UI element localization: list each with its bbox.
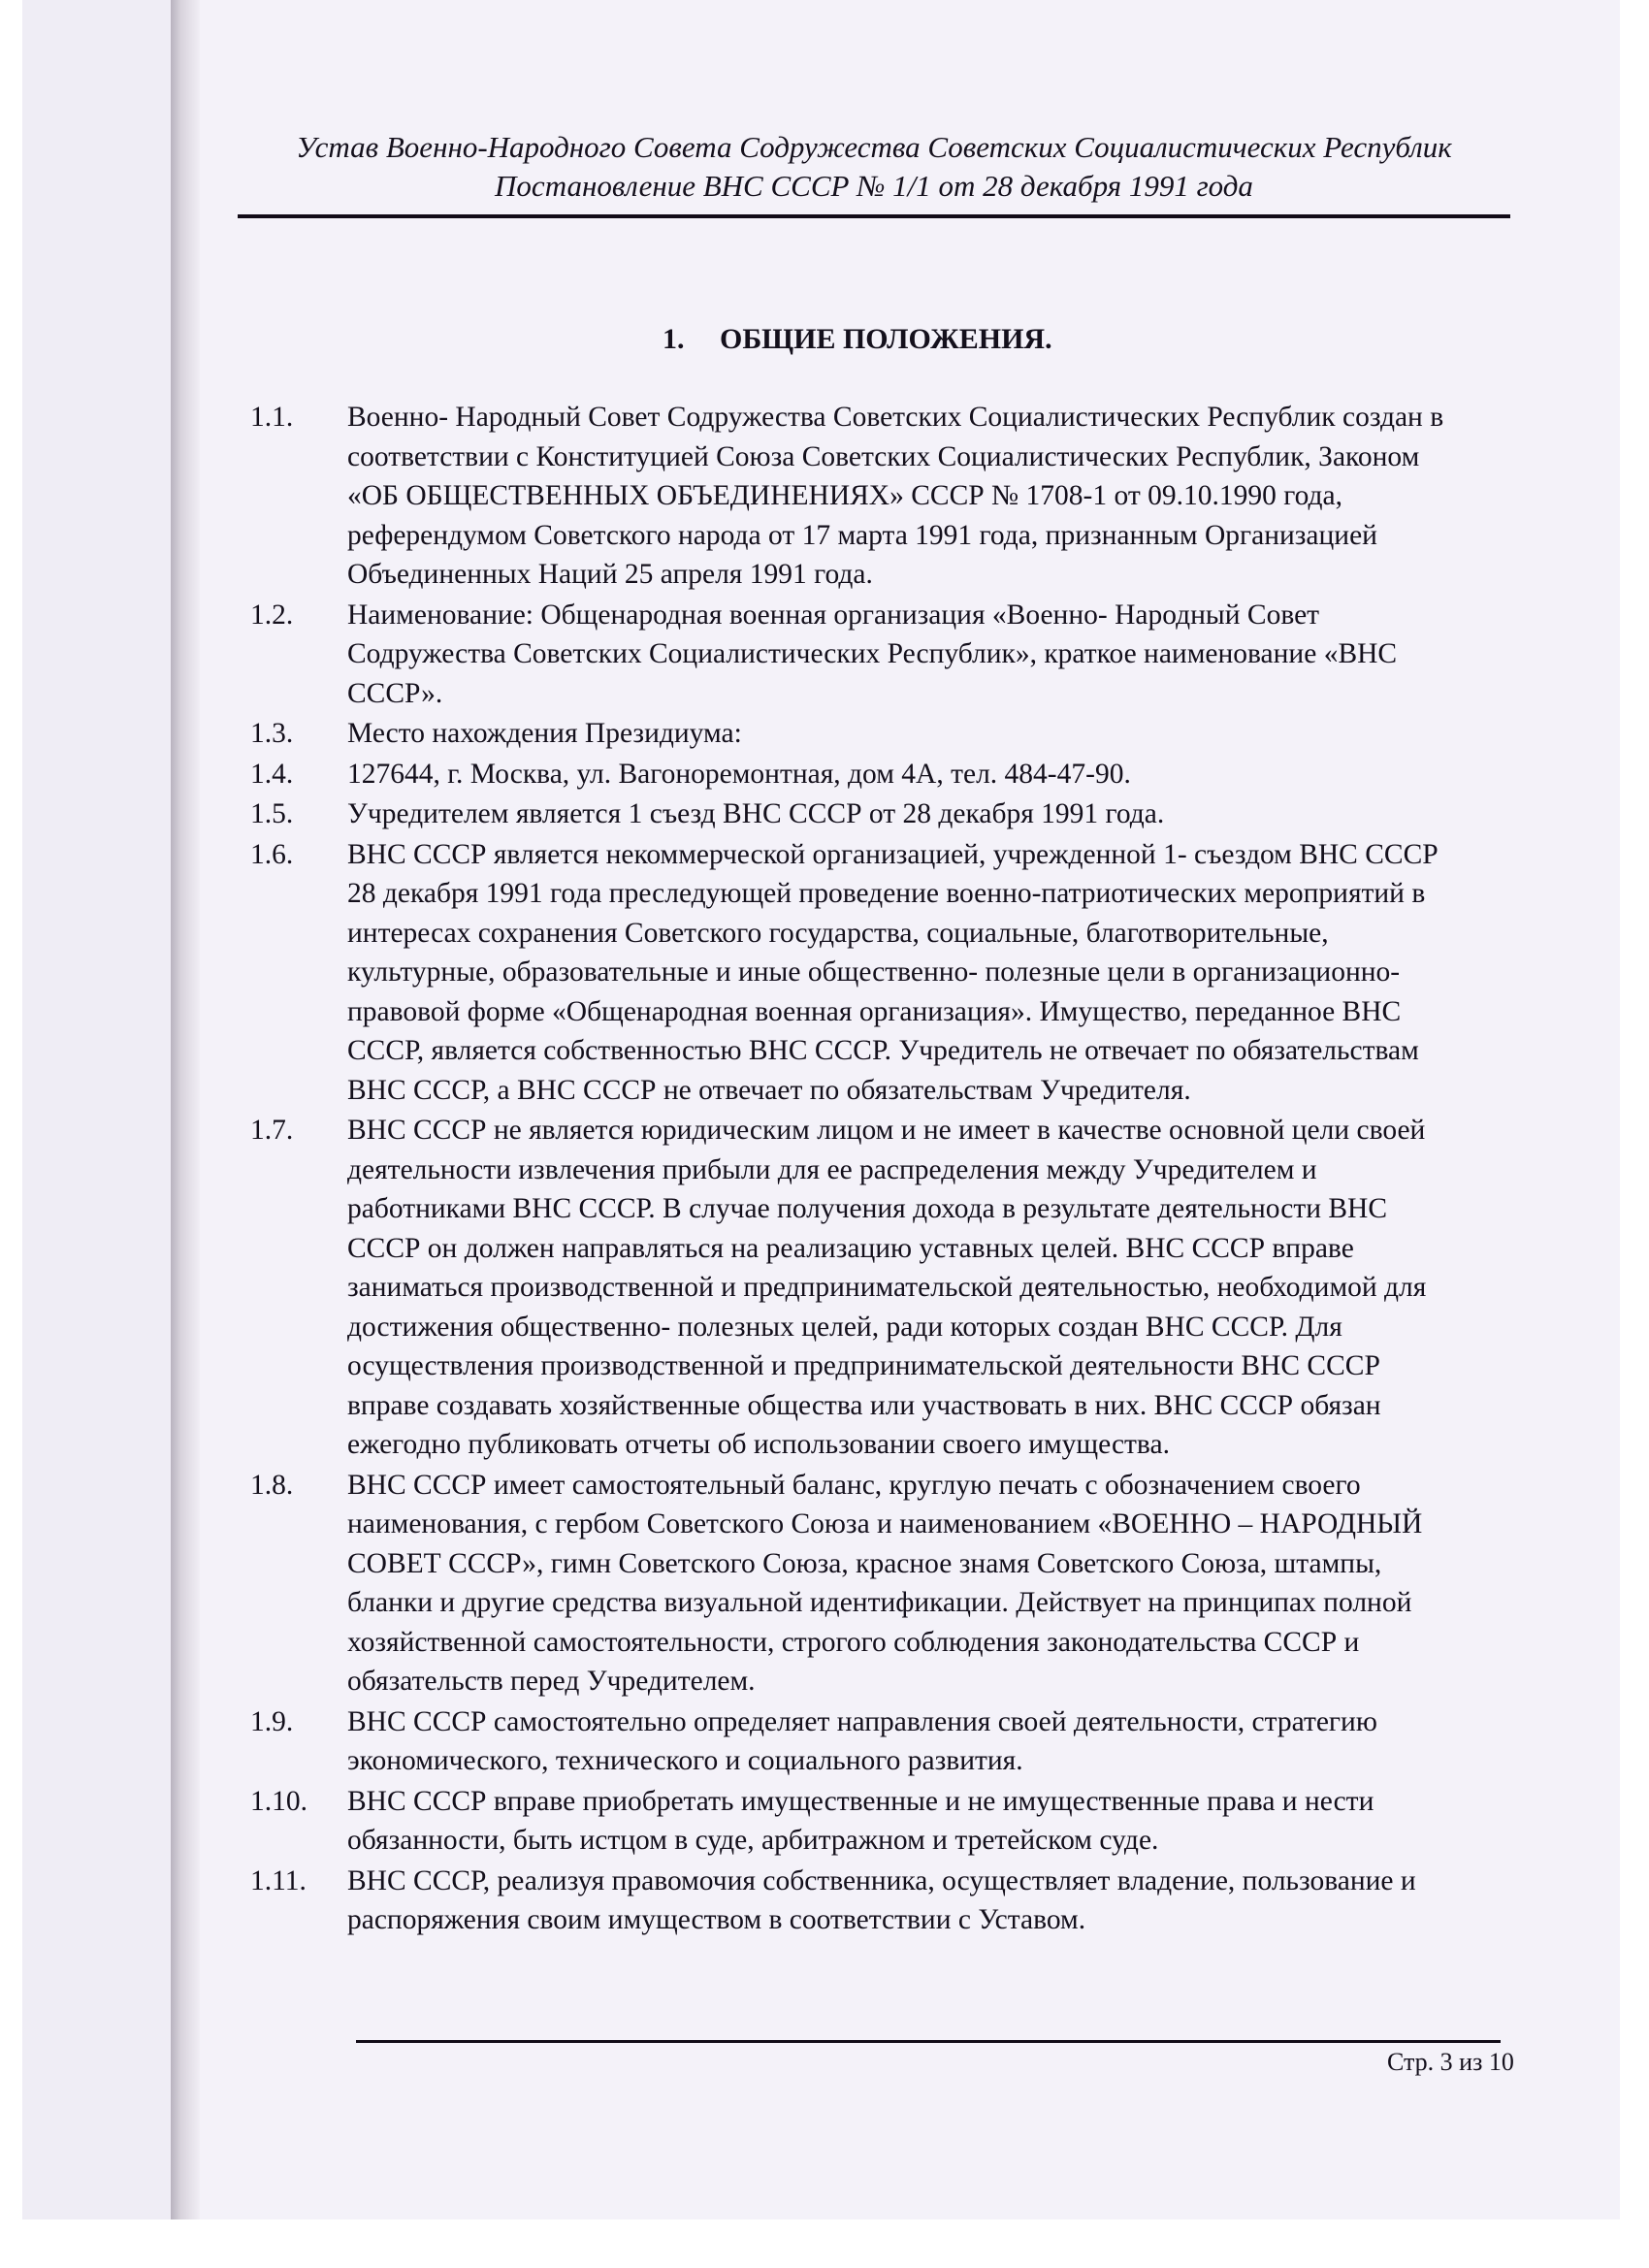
clause-line: экономического, технического и социального развития. — [347, 1745, 1023, 1776]
clause-text — [347, 1111, 1511, 1465]
clause-line: обязанности, быть истцом в суде, арбитражном и третейском суде. — [347, 1825, 1159, 1856]
clause-number: 1.6. — [250, 838, 294, 870]
clause-line: Объединенных Наций 25 апреля 1991 года. — [347, 559, 873, 590]
footer-rule — [356, 2040, 1501, 2043]
clause-line: заниматься производственной и предпринимательской деятельностью, необходимой для — [347, 1272, 1427, 1303]
clause-line: ежегодно публиковать отчеты об использовании своего имущества. — [347, 1429, 1170, 1460]
clause-line: 28 декабря 1991 года преследующей проведение военно-патриотических мероприятий в — [347, 878, 1426, 909]
clause-item — [250, 1466, 1511, 1701]
clause-text — [347, 714, 1511, 754]
adjacent-page-edge — [22, 0, 173, 2219]
clause-number: 1.7. — [250, 1115, 294, 1146]
clause-item — [250, 794, 1511, 834]
clause-line: Содружества Советских Социалистических Республик», краткое наименование «ВНС — [347, 638, 1398, 669]
clause-line: правовой форме «Общенародная военная организация». Имущество, переданное ВНС — [347, 995, 1402, 1027]
clause-line: вправе создавать хозяйственные общества или участвовать в них. ВНС СССР обязан — [347, 1389, 1381, 1421]
clause-line: референдумом Советского народа от 17 марта 1991 года, признанным Организацией — [347, 519, 1377, 551]
clause-line: работниками ВНС СССР. В случае получения дохода в результате деятельности ВНС — [347, 1193, 1388, 1224]
clause-number: 1.1. — [250, 402, 294, 433]
clause-line: осуществления производственной и предпринимательской деятельности ВНС СССР — [347, 1350, 1380, 1381]
clause-item — [250, 1782, 1511, 1861]
clause-line: СССР». — [347, 677, 443, 709]
clause-item — [250, 1862, 1511, 1940]
clause-line: ВНС СССР, а ВНС СССР не отвечает по обязательствам Учредителя. — [347, 1074, 1191, 1106]
clause-line: ВНС СССР, реализуя правомочия собственника, осуществляет владение, пользование и — [347, 1864, 1416, 1896]
clause-number: 1.8. — [250, 1469, 294, 1501]
clause-number: 1.10. — [250, 1785, 307, 1817]
clause-text — [347, 1782, 1511, 1861]
clause-line: ВНС СССР вправе приобретать имущественные и не имущественные права и нести — [347, 1785, 1374, 1817]
header-rule — [238, 214, 1510, 218]
section-heading — [663, 320, 1052, 359]
clause-line: СССР, является собственностью ВНС СССР. Учредитель не отвечает по обязательствам — [347, 1035, 1419, 1066]
header-title: Устав Военно-Народного Совета Содружества Советских Социалистических Республик — [296, 130, 1452, 164]
clause-line: культурные, образовательные и иные общественно- полезные цели в организационно- — [347, 956, 1401, 988]
clause-number: 1.11. — [250, 1864, 307, 1896]
clause-number: 1.5. — [250, 798, 294, 829]
clause-text — [347, 1466, 1511, 1701]
clause-item — [250, 596, 1511, 714]
clause-number: 1.9. — [250, 1705, 294, 1737]
clause-line: Наименование: Общенародная военная организация «Военно- Народный Совет — [347, 599, 1320, 631]
clause-line: интересах сохранения Советского государства, социальные, благотворительные, — [347, 917, 1329, 949]
header-subtitle: Постановление ВНС СССР № 1/1 от 28 декабря 1991 года — [495, 169, 1253, 203]
clause-text — [347, 835, 1511, 1111]
clause-text — [347, 398, 1511, 595]
clause-item — [250, 1111, 1511, 1465]
clause-line: Военно- Народный Совет Содружества Советских Социалистических Республик создан в — [347, 402, 1444, 433]
page-number: Стр. 3 из 10 — [1387, 2048, 1514, 2076]
clause-item — [250, 835, 1511, 1111]
clause-line: Место нахождения Президиума: — [347, 718, 742, 749]
clause-line: ВНС СССР не является юридическим лицом и не имеет в качестве основной цели своей — [347, 1115, 1426, 1146]
clause-text — [347, 1702, 1511, 1781]
clause-number: 1.3. — [250, 718, 294, 749]
clause-line: достижения общественно- полезных целей, ради которых создан ВНС СССР. Для — [347, 1311, 1342, 1343]
clause-list — [250, 398, 1511, 1941]
clause-item — [250, 1702, 1511, 1781]
clause-line: ВНС СССР является некоммерческой организацией, учрежденной 1- съездом ВНС СССР — [347, 838, 1439, 870]
clause-number: 1.2. — [250, 599, 294, 631]
clause-item — [250, 714, 1511, 754]
clause-line: соответствии с Конституцией Союза Советских Социалистических Республик, Законом — [347, 440, 1420, 472]
clause-line: ВНС СССР самостоятельно определяет направления своей деятельности, стратегию — [347, 1705, 1377, 1737]
clause-line: наименования, с гербом Советского Союза и наименованием «ВОЕННО – НАРОДНЫЙ — [347, 1508, 1423, 1539]
clause-text — [347, 755, 1511, 794]
clause-text — [347, 794, 1511, 834]
clause-line: бланки и другие средства визуальной идентификации. Действует на принципах полной — [347, 1587, 1412, 1618]
clause-line: ВНС СССР имеет самостоятельный баланс, круглую печать с обозначением своего — [347, 1469, 1361, 1501]
clause-line: хозяйственной самостоятельности, строгого соблюдения законодательства СССР и — [347, 1626, 1360, 1658]
section-number: 1. — [663, 323, 685, 355]
clause-text — [347, 1862, 1511, 1940]
clause-line: «ОБ ОБЩЕСТВЕННЫХ ОБЪЕДИНЕНИЯХ» СССР № 1708-1 от 09.10.1990 года, — [347, 480, 1343, 511]
running-header — [238, 128, 1510, 206]
clause-text — [347, 596, 1511, 714]
clause-item — [250, 398, 1511, 595]
clause-line: деятельности извлечения прибыли для ее распределения между Учредителем и — [347, 1153, 1317, 1185]
page-fold-shadow — [171, 0, 200, 2219]
clause-line: распоряжения своим имуществом в соответствии с Уставом. — [347, 1904, 1086, 1935]
clause-line: СССР он должен направляться на реализацию уставных целей. ВНС СССР вправе — [347, 1232, 1354, 1264]
section-title: ОБЩИЕ ПОЛОЖЕНИЯ. — [720, 323, 1052, 355]
clause-item — [250, 755, 1511, 794]
clause-line: Учредителем является 1 съезд ВНС СССР от 28 декабря 1991 года. — [347, 798, 1165, 829]
clause-line: обязательств перед Учредителем. — [347, 1666, 756, 1697]
clause-line: 127644, г. Москва, ул. Вагоноремонтная, дом 4А, тел. 484-47-90. — [347, 758, 1131, 790]
clause-number: 1.4. — [250, 758, 294, 790]
clause-line: СОВЕТ СССР», гимн Советского Союза, красное знамя Советского Союза, штампы, — [347, 1547, 1382, 1579]
